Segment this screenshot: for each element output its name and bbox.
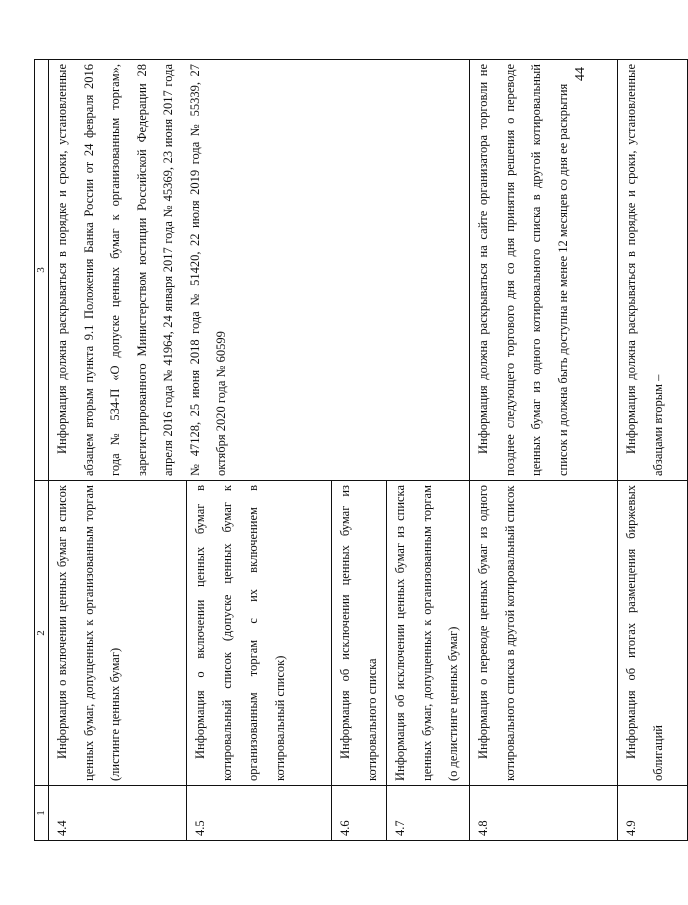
info-text: Информация об исключении ценных бумаг из котировального списка <box>338 485 379 781</box>
row-number: 4.8 <box>470 786 618 841</box>
info-cell <box>470 481 618 786</box>
disclosure-cell <box>618 60 688 481</box>
disclosure-text: Информация должна раскрываться в порядке и сроки, установленные абзацами вторым – <box>624 64 665 476</box>
header-cell: 2 <box>35 481 49 786</box>
info-text: Информация об исключении ценных бумаг из списка ценных бумаг, допущенных к организованным торгам (о делистинге ценных бумаг) <box>393 485 460 781</box>
disclosure-cell <box>49 60 470 481</box>
row-number: 4.6 <box>332 786 387 841</box>
row-number: 4.7 <box>387 786 470 841</box>
info-text: Информация о включении ценных бумаг в список ценных бумаг, допущенных к организованным торгам (листинге ценных бумаг) <box>55 485 122 781</box>
header-cell: 1 <box>35 786 49 841</box>
disclosure-cell <box>470 60 618 481</box>
info-text: Информация о включении ценных бумаг в котировальный список (допуске ценных бумаг к организованным торгам с их включением в котировальный список) <box>193 485 287 781</box>
table-row <box>618 60 688 841</box>
info-cell <box>387 481 470 786</box>
info-cell <box>49 481 187 786</box>
disclosure-text: Информация должна раскрываться в порядке и сроки, установленные абзацем вторым пункта 9.1 Положения Банка России от 24 февраля 2016 года № 534-П «О допуске ценных бумаг к организованным торгам», зарегистрированного Министерством юстиции Российской Федерации 28 апреля 2016 года № 41964, 24 января 2017 года № 45369, 23 июня 2017 года № 47128, 25 июня 2018 года № 51420, 22 июля 2019 года № 55339, 27 октября 2020 года № 60599 <box>55 64 228 476</box>
table-row <box>49 60 187 841</box>
disclosure-text: Информация должна раскрываться на сайте организатора торговли не позднее следующего торгового дня со дня принятия решения о переводе ценных бумаг из одного котировального списка в другой котировальный список и должна быть доступна не менее 12 месяцев со дня ее раскрытия <box>476 64 570 476</box>
table-row <box>470 60 618 841</box>
info-cell <box>618 481 688 786</box>
info-cell <box>332 481 387 786</box>
rotated-table-wrapper <box>34 60 665 841</box>
disclosure-table <box>34 59 688 841</box>
table-header-row <box>35 60 49 841</box>
info-cell <box>187 481 332 786</box>
row-number: 4.4 <box>49 786 187 841</box>
row-number: 4.5 <box>187 786 332 841</box>
info-text: Информация о переводе ценных бумаг из одного котировального списка в другой котировальный список <box>476 485 517 781</box>
row-number: 4.9 <box>618 786 688 841</box>
header-cell: 3 <box>35 60 49 481</box>
info-text: Информация об итогах размещения биржевых облигаций <box>624 485 665 781</box>
page-number: 44 <box>573 67 588 81</box>
